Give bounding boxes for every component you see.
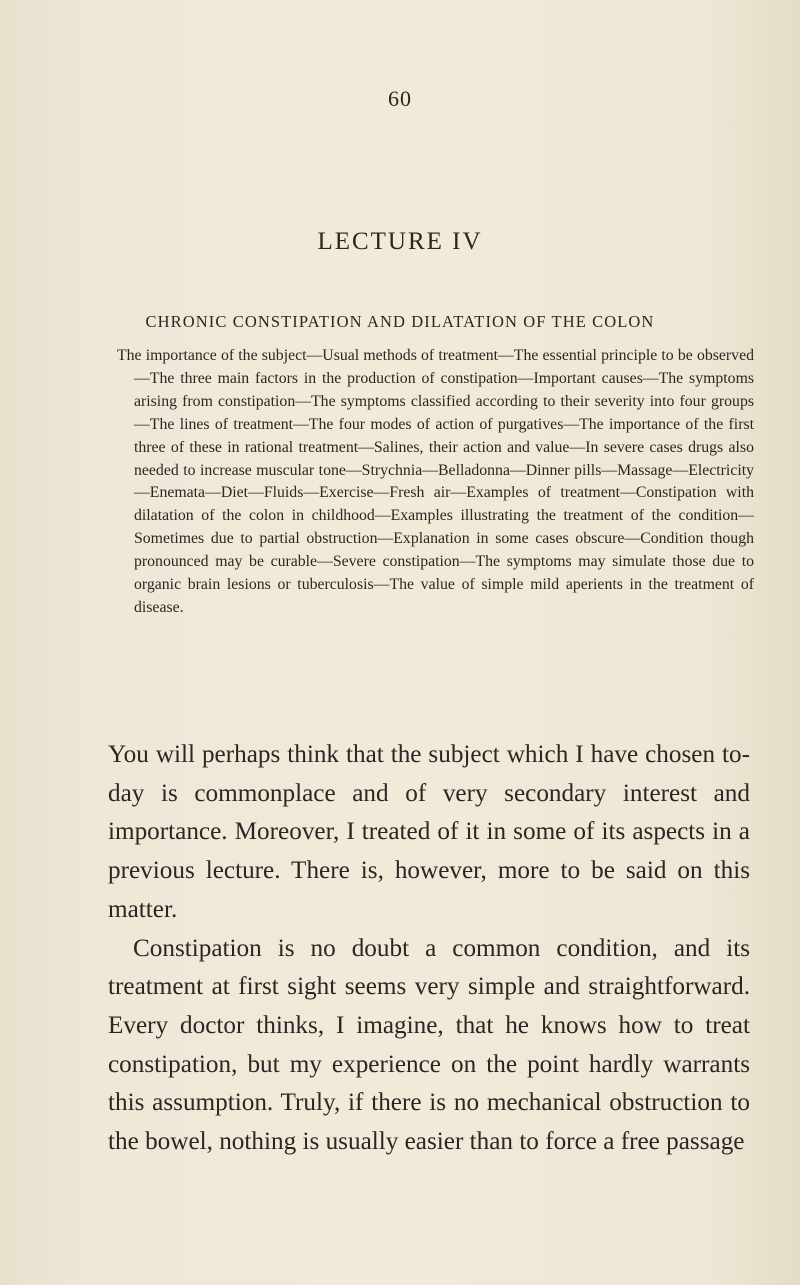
body-text: [108, 736, 750, 1162]
body-paragraph-2: Constipation is no doubt a common condition, and its treatment at first sight seems very simple and straightforward. Every doctor thinks, I imagine, that he knows how to treat constipation, but my experience on the point hardly warrants this assumption. Truly, if there is no mechanical obstruction to the bowel, nothing is usually easier than to force a free passage: [108, 934, 750, 1156]
body-paragraph-1: You will perhaps think that the subject which I have chosen to-day is commonplace and of very secondary interest and importance. Moreover, I treated of it in some of its aspects in a previous lecture. There is, however, more to be said on this matter.: [108, 741, 750, 923]
page-number: 60: [388, 86, 412, 111]
chapter-title: CHRONIC CONSTIPATION AND DILATATION OF THE COLON: [145, 312, 655, 331]
chapter-summary: The importance of the subject—Usual methods of treatment—The essential principle to be observed—The three main factors in the production of constipation—Important causes—The symptoms arising from constipation—The symptoms classified according to their severity into four groups—The lines of treatment—The four modes of action of purgatives—The importance of the first three of these in rational treatment—Salines, their action and value—In severe cases drugs also needed to increase muscular tone—Strychnia—Belladonna—Dinner pills—Massage—Electricity—Enemata—Diet—Fluids—Exercise—Fresh air—Examples of treatment—Constipation with dilatation of the colon in childhood—Examples illustrating the treatment of the condition—Sometimes due to partial obstruction—Explanation in some cases obscure—Condition though pronounced may be curable—Severe constipation—The symptoms may simulate those due to organic brain lesions or tuberculosis—The value of simple mild aperients in the treatment of disease.: [117, 347, 754, 616]
lecture-title: LECTURE IV: [317, 228, 483, 255]
